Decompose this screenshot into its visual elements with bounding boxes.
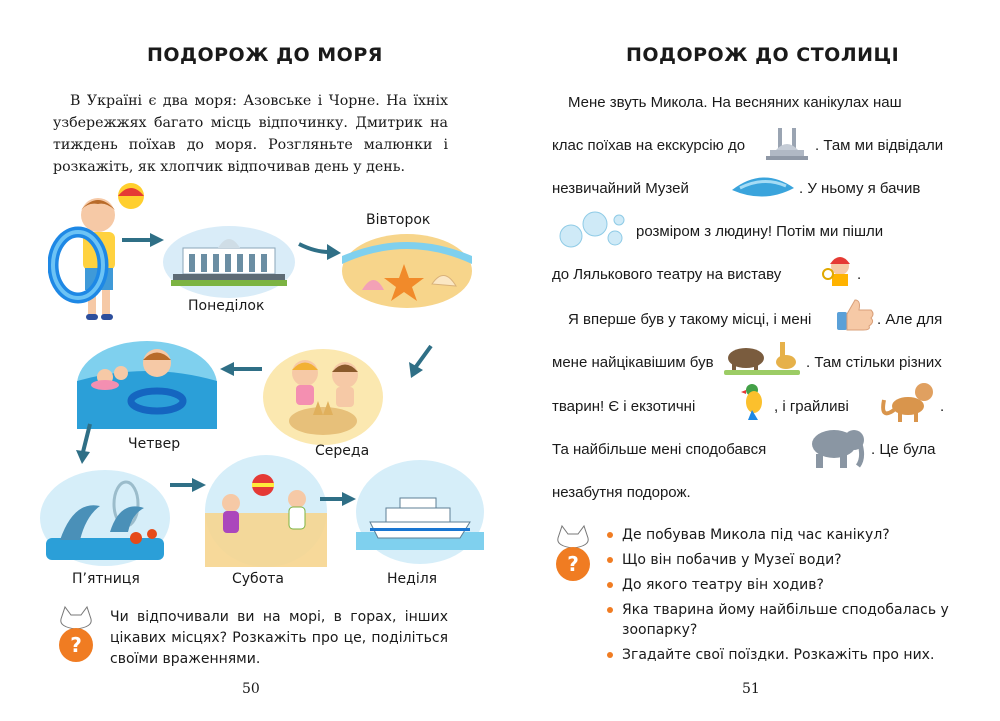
question-item: Згадайте свої поїздки. Розкажіть про них. <box>605 645 950 665</box>
question-cat-icon <box>53 605 99 663</box>
arrow-down-left-icon <box>405 344 435 380</box>
arrow-right-icon <box>318 490 358 508</box>
arrow-right-icon <box>120 230 166 250</box>
page-title: ПОДОРОЖ ДО СТОЛИЦІ <box>626 44 900 66</box>
question-item: Де побував Микола під час канікул? <box>605 525 950 545</box>
story-text: . <box>857 266 862 283</box>
story-text: Та найбільше мені сподобався <box>552 441 767 458</box>
question-list <box>605 525 950 670</box>
day-label-saturday: Субота <box>232 571 284 587</box>
puppet-icon <box>820 252 856 288</box>
sea-station-illustration <box>163 226 295 298</box>
monkey-icon <box>876 380 936 424</box>
day-label-sunday: Неділя <box>387 571 438 587</box>
bullet-icon <box>607 582 613 588</box>
bullet-icon <box>607 652 613 658</box>
arrow-right-icon <box>297 238 343 262</box>
question-item: До якого театру він ходив? <box>605 575 950 595</box>
day-label-thursday: Четвер <box>128 436 181 452</box>
question-item: Яка тварина йому найбільше сподобалась у зоопарку? <box>605 600 950 640</box>
day-label-monday: Понеділок <box>188 298 265 314</box>
story-text: незабутня подорож. <box>552 484 691 501</box>
arrow-right-icon <box>168 476 208 494</box>
page-title: ПОДОРОЖ ДО МОРЯ <box>147 44 383 66</box>
page-number: 50 <box>242 681 260 697</box>
elephant-icon <box>806 424 866 470</box>
story-text: . Це була <box>871 441 936 458</box>
water-museum-icon <box>730 170 796 204</box>
arrow-left-icon <box>218 360 264 378</box>
story-text: , і грайливі <box>774 398 849 415</box>
parrot-icon <box>738 382 772 420</box>
discussion-prompt: Чи відпочивали ви на морі, в горах, інших цікавих місцях? Розкажіть про це, поділіться своїми враженнями. <box>110 609 448 667</box>
story-text: . Там стільки різних <box>806 354 942 371</box>
story-text: до Лялькового театру на виставу <box>552 266 782 283</box>
svg-text:?: ? <box>567 552 579 576</box>
story-text: клас поїхав на екскурсію до <box>552 137 746 154</box>
story-text: . У ньому я бачив <box>799 180 921 197</box>
thumbs-up-icon <box>833 296 877 334</box>
beach-ball-kids-illustration <box>205 455 327 567</box>
bullet-icon <box>607 532 613 538</box>
question-cat-icon <box>550 524 596 582</box>
story-text: мене найцікавішим був <box>552 354 714 371</box>
svg-text:?: ? <box>70 633 82 657</box>
story-text: незвичайний Музей <box>552 180 689 197</box>
story-text: . Там ми відвідали <box>815 137 944 154</box>
kyiv-monument-icon <box>762 124 812 164</box>
day-label-wednesday: Середа <box>315 443 370 459</box>
story-text: . <box>940 398 945 415</box>
bullet-icon <box>607 607 613 613</box>
story-text: . Але для <box>877 311 943 328</box>
boy-with-swim-ring-illustration <box>48 180 158 325</box>
swimming-kids-illustration <box>77 341 217 429</box>
story-text: розміром з людину! Потім ми пішли <box>636 223 884 240</box>
beach-shells-illustration <box>342 234 472 308</box>
story-text: Мене звуть Микола. На весняних канікулах наш <box>568 94 902 111</box>
day-label-friday: П’ятниця <box>72 571 140 587</box>
arrow-down-icon <box>74 422 98 466</box>
soap-bubbles-icon <box>555 208 627 250</box>
cruise-ship-illustration <box>356 460 484 565</box>
page-number: 51 <box>742 681 760 697</box>
intro-paragraph: В Україні є два моря: Азовське і Чорне. На їхніх узбережжях багато місць відпочинку. Дмитрик на тиждень поїхав до моря. Розгляньте малюнки і розкажіть, як хлопчик відпочивав день у день. <box>53 93 448 175</box>
story-text: тварин! Є і екзотичні <box>552 398 696 415</box>
story-text: Я вперше був у такому місці, і мені <box>568 311 812 328</box>
day-label-tuesday: Вівторок <box>366 212 431 228</box>
bullet-icon <box>607 557 613 563</box>
sandcastle-kids-illustration <box>263 345 383 445</box>
dolphin-show-illustration <box>40 470 170 568</box>
question-item: Що він побачив у Музеї води? <box>605 550 950 570</box>
zoo-animals-icon <box>722 336 802 376</box>
